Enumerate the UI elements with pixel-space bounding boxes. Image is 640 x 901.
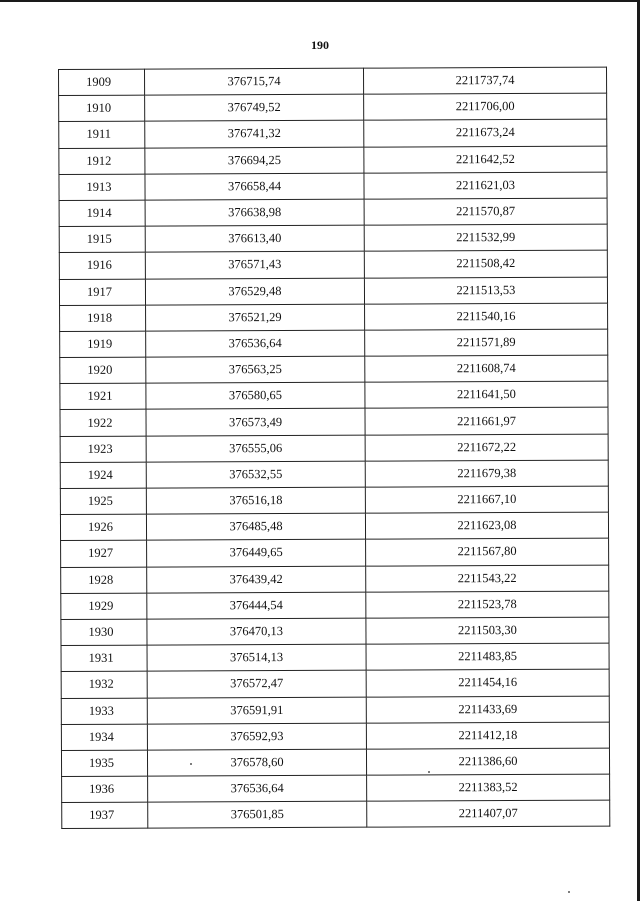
table-row	[61, 591, 609, 620]
year-cell: 1932	[61, 671, 147, 698]
table-row	[59, 172, 607, 201]
year-cell: 1927	[61, 540, 147, 567]
x-coordinate-cell: 376532,55	[146, 461, 365, 488]
x-coordinate-cell: 376578,60	[147, 749, 366, 776]
y-coordinate-cell: 2211570,87	[364, 198, 607, 225]
x-coordinate-cell: 376536,64	[146, 330, 365, 357]
y-coordinate-cell: 2211667,10	[365, 486, 608, 513]
x-coordinate-cell: 376439,42	[147, 566, 366, 593]
year-cell: 1936	[62, 776, 148, 803]
y-coordinate-cell: 2211513,53	[364, 277, 607, 304]
y-coordinate-cell: 2211661,97	[365, 408, 608, 435]
y-coordinate-cell: 2211673,24	[364, 119, 607, 146]
year-cell: 1937	[62, 802, 148, 829]
x-coordinate-cell: 376580,65	[146, 382, 365, 409]
scan-speck	[568, 891, 570, 893]
table-row	[61, 643, 609, 672]
x-coordinate-cell: 376741,32	[145, 121, 364, 148]
year-cell: 1921	[60, 383, 146, 410]
x-coordinate-cell: 376572,47	[147, 670, 366, 697]
table-row	[59, 198, 607, 227]
x-coordinate-cell: 376555,06	[146, 435, 365, 462]
coordinates-table-body	[59, 67, 610, 829]
table-row	[61, 722, 609, 751]
x-coordinate-cell: 376715,74	[145, 68, 364, 95]
x-coordinate-cell: 376638,98	[145, 199, 364, 226]
x-coordinate-cell: 376591,91	[147, 697, 366, 724]
x-coordinate-cell: 376470,13	[147, 618, 366, 645]
x-coordinate-cell: 376613,40	[145, 225, 364, 252]
x-coordinate-cell: 376536,64	[148, 775, 367, 802]
table-row	[59, 277, 607, 306]
y-coordinate-cell: 2211672,22	[365, 434, 608, 461]
y-coordinate-cell: 2211503,30	[366, 617, 609, 644]
x-coordinate-cell: 376485,48	[146, 513, 365, 540]
year-cell: 1928	[61, 567, 147, 594]
year-cell: 1915	[59, 226, 145, 253]
year-cell: 1935	[61, 750, 147, 777]
table-row	[59, 146, 607, 175]
y-coordinate-cell: 2211383,52	[367, 774, 610, 801]
year-cell: 1925	[60, 488, 146, 515]
y-coordinate-cell: 2211621,03	[364, 172, 607, 199]
year-cell: 1922	[60, 410, 146, 437]
y-coordinate-cell: 2211706,00	[364, 93, 607, 120]
table-row	[60, 460, 608, 489]
year-cell: 1929	[61, 593, 147, 620]
year-cell: 1914	[59, 200, 145, 227]
year-cell: 1911	[59, 121, 145, 148]
table-row	[59, 93, 607, 122]
year-cell: 1919	[60, 331, 146, 358]
table-row	[60, 486, 608, 515]
table-row	[59, 119, 607, 148]
y-coordinate-cell: 2211412,18	[366, 722, 609, 749]
y-coordinate-cell: 2211523,78	[366, 591, 609, 618]
y-coordinate-cell: 2211454,16	[366, 669, 609, 696]
x-coordinate-cell: 376592,93	[147, 723, 366, 750]
year-cell: 1912	[59, 148, 145, 175]
y-coordinate-cell: 2211543,22	[366, 565, 609, 592]
y-coordinate-cell: 2211386,60	[366, 748, 609, 775]
y-coordinate-cell: 2211641,50	[365, 381, 608, 408]
table-row	[61, 538, 609, 567]
table-row	[59, 250, 607, 279]
scan-speck	[428, 771, 430, 773]
table-row	[60, 381, 608, 410]
year-cell: 1924	[60, 462, 146, 489]
year-cell: 1918	[60, 305, 146, 332]
scan-speck	[190, 763, 192, 765]
x-coordinate-cell: 376694,25	[145, 147, 364, 174]
x-coordinate-cell: 376449,65	[147, 540, 366, 567]
y-coordinate-cell: 2211508,42	[364, 250, 607, 277]
table-row	[59, 67, 607, 96]
y-coordinate-cell: 2211608,74	[365, 355, 608, 382]
table-row	[60, 329, 608, 358]
x-coordinate-cell: 376529,48	[145, 278, 364, 305]
y-coordinate-cell: 2211737,74	[363, 67, 606, 94]
table-row	[60, 303, 608, 332]
table-row	[61, 748, 609, 777]
y-coordinate-cell: 2211433,69	[366, 696, 609, 723]
table-row	[60, 355, 608, 384]
y-coordinate-cell: 2211567,80	[366, 538, 609, 565]
table-row	[61, 669, 609, 698]
y-coordinate-cell: 2211623,08	[365, 512, 608, 539]
year-cell: 1930	[61, 619, 147, 646]
year-cell: 1926	[60, 514, 146, 541]
year-cell: 1933	[61, 698, 147, 725]
x-coordinate-cell: 376521,29	[146, 304, 365, 331]
year-cell: 1934	[61, 724, 147, 751]
y-coordinate-cell: 2211407,07	[367, 800, 610, 827]
x-coordinate-cell: 376514,13	[147, 644, 366, 671]
x-coordinate-cell: 376516,18	[146, 487, 365, 514]
table-row	[62, 800, 610, 829]
table-row	[60, 512, 608, 541]
y-coordinate-cell: 2211540,16	[365, 303, 608, 330]
x-coordinate-cell: 376571,43	[145, 251, 364, 278]
year-cell: 1920	[60, 357, 146, 384]
table-row	[61, 565, 609, 594]
y-coordinate-cell: 2211679,38	[365, 460, 608, 487]
year-cell: 1931	[61, 645, 147, 672]
year-cell: 1916	[59, 252, 145, 279]
page-number: 190	[311, 38, 329, 52]
y-coordinate-cell: 2211571,89	[365, 329, 608, 356]
table-row	[61, 696, 609, 725]
table-row	[60, 408, 608, 437]
year-cell: 1910	[59, 95, 145, 122]
coordinates-table	[58, 67, 610, 830]
x-coordinate-cell: 376658,44	[145, 173, 364, 200]
y-coordinate-cell: 2211532,99	[364, 224, 607, 251]
x-coordinate-cell: 376749,52	[145, 94, 364, 121]
scan-edge-top	[0, 0, 640, 2]
year-cell: 1917	[59, 279, 145, 306]
year-cell: 1913	[59, 174, 145, 201]
x-coordinate-cell: 376563,25	[146, 356, 365, 383]
year-cell: 1923	[60, 436, 146, 463]
y-coordinate-cell: 2211642,52	[364, 146, 607, 173]
year-cell: 1909	[59, 69, 145, 96]
table-row	[61, 617, 609, 646]
x-coordinate-cell: 376444,54	[147, 592, 366, 619]
y-coordinate-cell: 2211483,85	[366, 643, 609, 670]
table-row	[60, 434, 608, 463]
x-coordinate-cell: 376573,49	[146, 409, 365, 436]
table-row	[59, 224, 607, 253]
x-coordinate-cell: 376501,85	[148, 801, 367, 828]
table-row	[62, 774, 610, 803]
